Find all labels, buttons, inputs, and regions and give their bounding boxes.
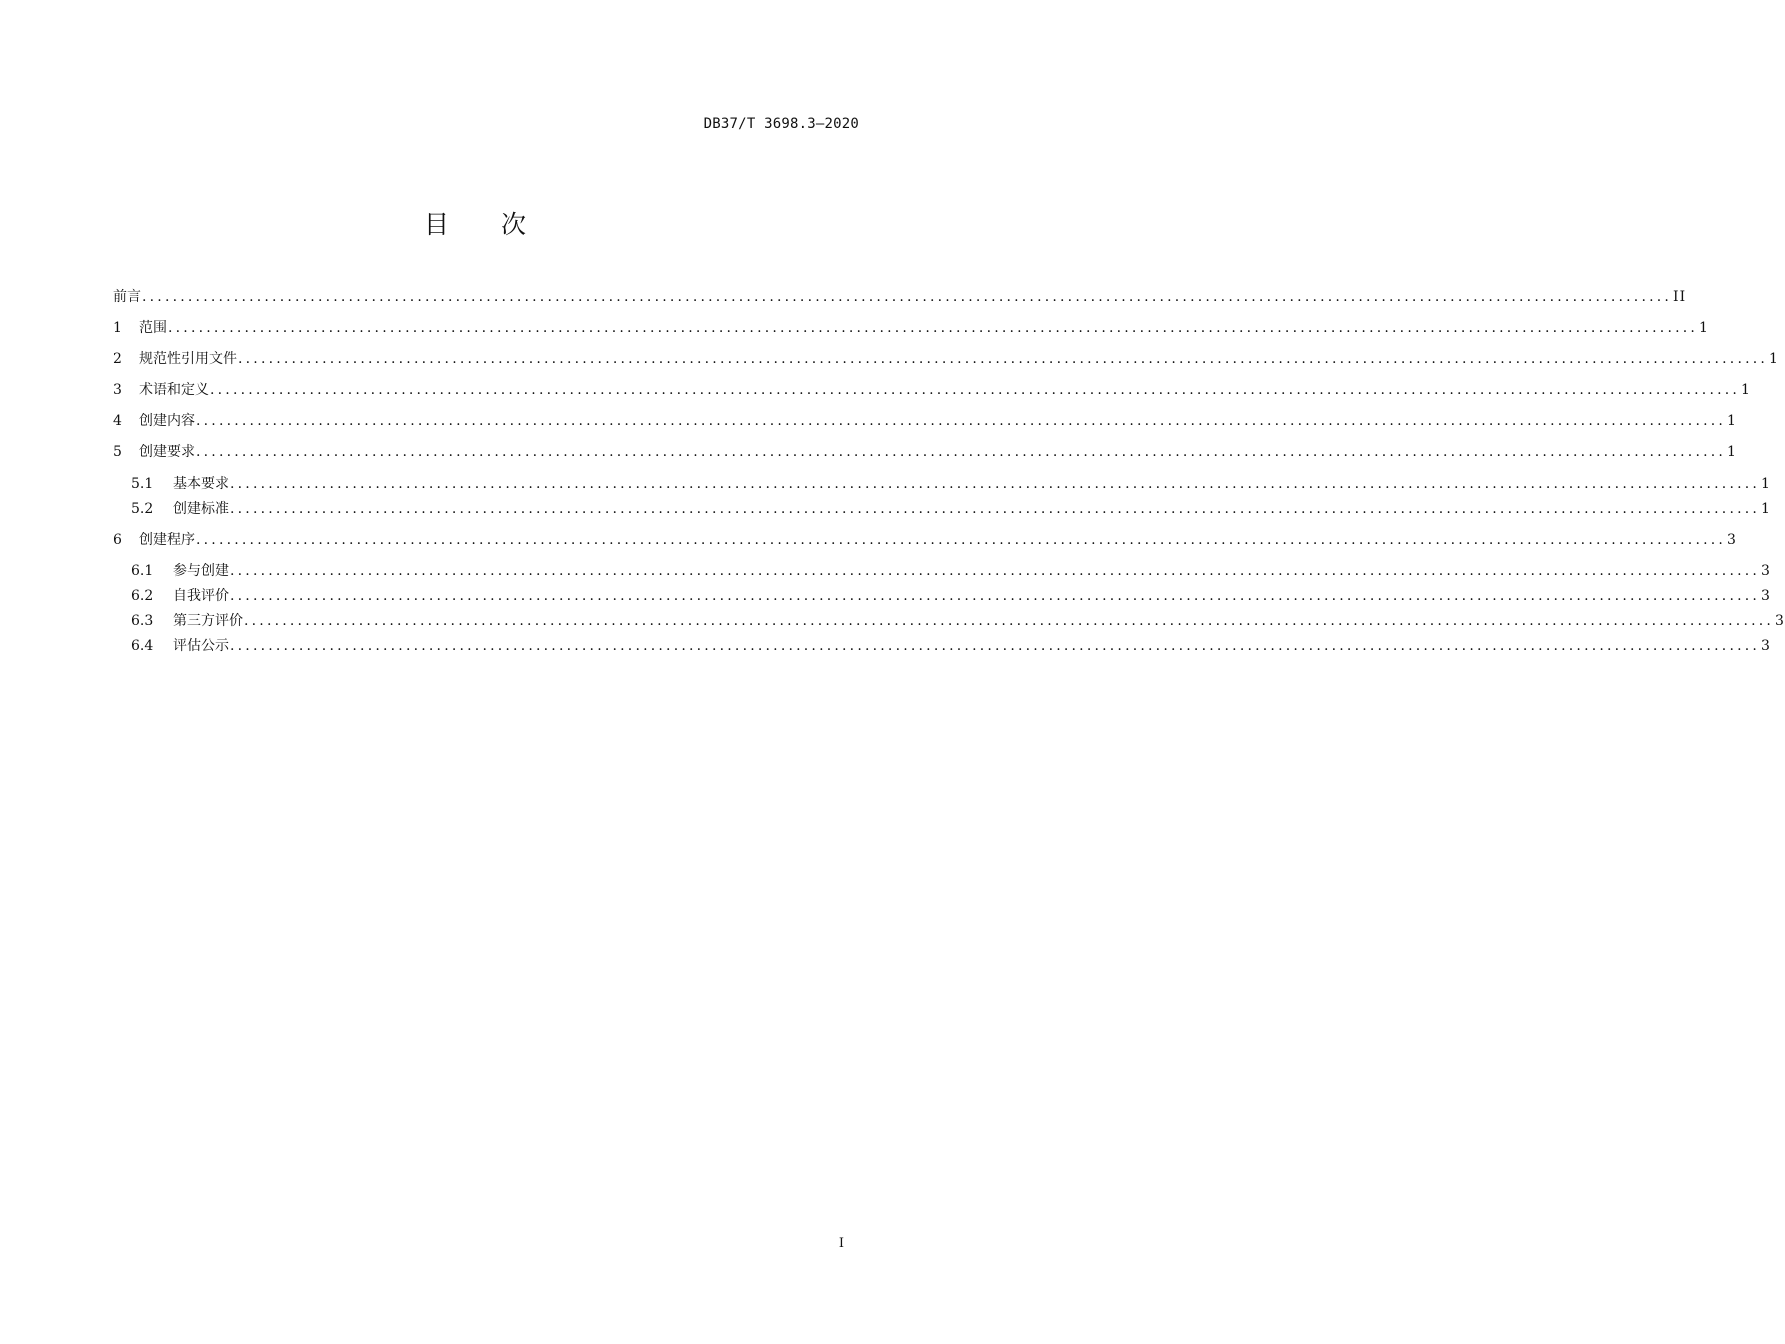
- toc-entry-label: 术语和定义: [139, 382, 209, 398]
- toc-entry-number: 6.1: [131, 563, 154, 579]
- toc-entry-number: 5: [113, 444, 122, 460]
- toc-entry-label: 前言: [113, 289, 141, 305]
- toc-entry-label: 创建内容: [139, 413, 195, 429]
- toc-leader-dots: ........................................................................................................................................................................................................: [210, 382, 1741, 398]
- toc-leader-dots: ........................................................................................................................................................................................................: [230, 638, 1761, 654]
- document-code: DB37/T 3698.3—2020: [703, 116, 859, 132]
- toc-leader-dots: ........................................................................................................................................................................................................: [230, 588, 1761, 604]
- toc-entry-5[interactable]: [113, 442, 1737, 462]
- toc-entry-5-2[interactable]: [131, 499, 1771, 519]
- toc-entry-label: 范围: [139, 320, 167, 336]
- toc-leader-dots: ........................................................................................................................................................................................................: [238, 351, 1769, 367]
- toc-entry-6[interactable]: [113, 530, 1737, 550]
- toc-entry-page: 3: [1727, 532, 1737, 548]
- toc-title: 目次: [423, 210, 578, 239]
- toc-leader-dots: ........................................................................................................................................................................................................: [142, 289, 1673, 305]
- toc-entry-label: 评估公示: [173, 638, 229, 654]
- toc-entry-number: 5.2: [131, 501, 154, 517]
- toc-entry-page: 1: [1727, 413, 1737, 429]
- toc-entry-number: 6.3: [131, 613, 154, 629]
- toc-entry-5-1[interactable]: [131, 474, 1771, 494]
- toc-entry-page: 1: [1727, 444, 1737, 460]
- toc-leader-dots: ........................................................................................................................................................................................................: [244, 613, 1775, 629]
- toc-leader-dots: ........................................................................................................................................................................................................: [230, 501, 1761, 517]
- toc-entry-3[interactable]: [113, 380, 1751, 400]
- toc-leader-dots: ........................................................................................................................................................................................................: [196, 413, 1727, 429]
- toc-leader-dots: ........................................................................................................................................................................................................: [168, 320, 1699, 336]
- toc-entry-page: 3: [1761, 563, 1771, 579]
- toc-entry-page: 1: [1741, 382, 1751, 398]
- toc-entry-2[interactable]: [113, 349, 1779, 369]
- toc-entry-page: II: [1673, 289, 1687, 305]
- toc-entry-6-4[interactable]: [131, 636, 1771, 656]
- toc-entry-label: 参与创建: [173, 563, 229, 579]
- toc-entry-4[interactable]: [113, 411, 1737, 431]
- toc-entry-number: 3: [113, 382, 122, 398]
- toc-entry-6-2[interactable]: [131, 586, 1771, 606]
- toc-entry-number: 6: [113, 532, 122, 548]
- toc-entry-1[interactable]: [113, 318, 1709, 338]
- toc-leader-dots: ........................................................................................................................................................................................................: [230, 563, 1761, 579]
- toc-entry-label: 第三方评价: [173, 613, 243, 629]
- toc-leader-dots: ........................................................................................................................................................................................................: [196, 444, 1727, 460]
- toc-entry-label: 基本要求: [173, 476, 229, 492]
- toc-entry-number: 2: [113, 351, 122, 367]
- toc-entry-foreword[interactable]: [113, 287, 1687, 307]
- toc-entry-label: 创建程序: [139, 532, 195, 548]
- toc-entry-label: 规范性引用文件: [139, 351, 237, 367]
- toc-entry-page: 3: [1761, 588, 1771, 604]
- toc-entry-number: 4: [113, 413, 122, 429]
- toc-entry-6-3[interactable]: [131, 611, 1785, 631]
- toc-entry-label: 创建要求: [139, 444, 195, 460]
- toc-entry-page: 1: [1761, 476, 1771, 492]
- toc-leader-dots: ........................................................................................................................................................................................................: [230, 476, 1761, 492]
- toc-entry-number: 6.2: [131, 588, 154, 604]
- toc-entry-label: 自我评价: [173, 588, 229, 604]
- toc-leader-dots: ........................................................................................................................................................................................................: [196, 532, 1727, 548]
- toc-entry-label: 创建标准: [173, 501, 229, 517]
- toc-entry-page: 1: [1699, 320, 1709, 336]
- toc-entry-page: 1: [1761, 501, 1771, 517]
- toc-entry-number: 1: [113, 320, 122, 336]
- toc-entry-page: 3: [1775, 613, 1785, 629]
- toc-entry-number: 6.4: [131, 638, 154, 654]
- toc-entry-page: 1: [1769, 351, 1779, 367]
- toc-entry-6-1[interactable]: [131, 561, 1771, 581]
- toc-entry-page: 3: [1761, 638, 1771, 654]
- page-number: I: [838, 1236, 844, 1251]
- toc-entry-number: 5.1: [131, 476, 154, 492]
